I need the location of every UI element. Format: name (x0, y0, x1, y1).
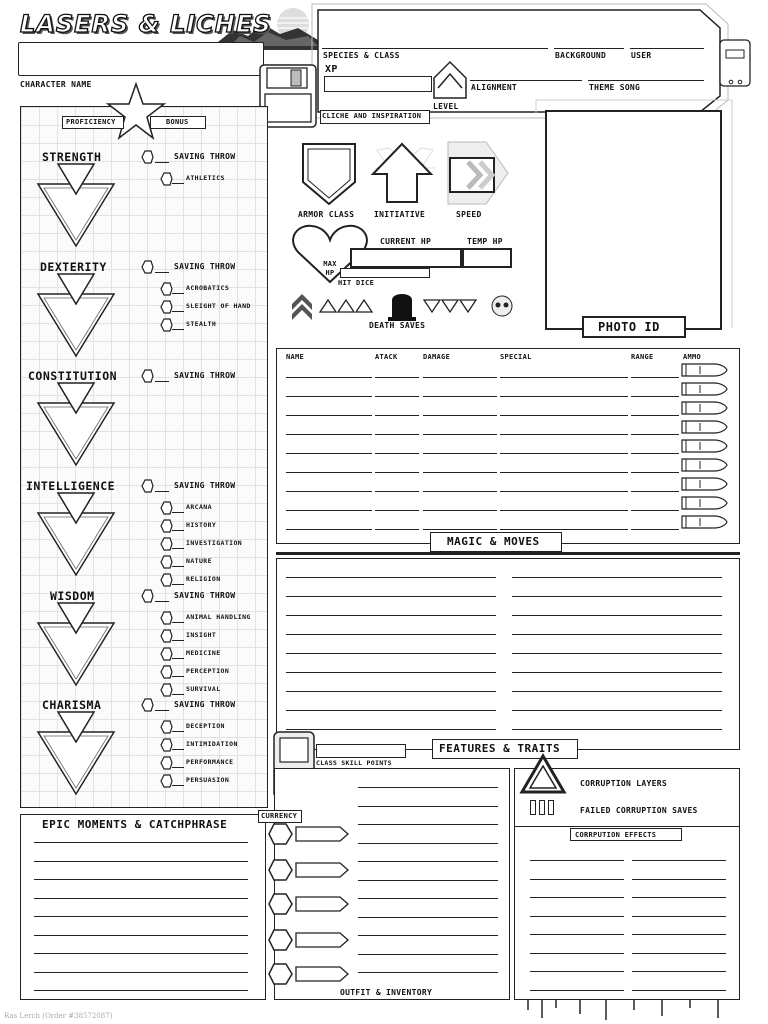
corruption-effect-line[interactable] (530, 879, 624, 880)
skill-value-line[interactable] (172, 785, 184, 786)
magic-line[interactable] (512, 729, 722, 730)
skill-label: INVESTIGATION (186, 539, 243, 547)
outfit-line[interactable] (358, 843, 498, 844)
magic-line[interactable] (286, 653, 496, 654)
magic-line[interactable] (286, 577, 496, 578)
skill-label: HISTORY (186, 521, 217, 529)
attack-cell-line[interactable] (500, 491, 628, 492)
skill-label: INSIGHT (186, 631, 217, 639)
attack-cell-line[interactable] (286, 453, 372, 454)
outfit-line[interactable] (358, 824, 498, 825)
attack-cell-line[interactable] (631, 377, 679, 378)
magic-line[interactable] (286, 672, 496, 673)
skill-label: MEDICINE (186, 649, 221, 657)
corruption-triangle-icon (520, 754, 566, 794)
level-arrow-icon (432, 60, 472, 100)
skill-value-line[interactable] (172, 584, 184, 585)
skill-label: SLEIGHT OF HAND (186, 302, 251, 310)
magic-line[interactable] (286, 634, 496, 635)
attack-cell-line[interactable] (286, 434, 372, 435)
skill-value-line[interactable] (172, 329, 184, 330)
attack-cell-line[interactable] (375, 491, 419, 492)
saving-throw-hex[interactable] (141, 150, 154, 164)
corruption-effect-line[interactable] (530, 897, 624, 898)
saving-throw-line[interactable] (155, 272, 169, 273)
ability-score-triangle[interactable] (36, 274, 116, 358)
epic-moments-title: EPIC MOMENTS & CATCHPHRASE (42, 818, 228, 831)
hit-dice-label: HIT DICE (338, 279, 375, 287)
temp-hp-bar[interactable] (462, 248, 512, 268)
magic-line[interactable] (286, 691, 496, 692)
ability-name: DEXTERITY (40, 260, 107, 274)
saving-throw-hex[interactable] (141, 698, 154, 712)
saving-throw-label: SAVING THROW (174, 152, 236, 161)
ability-score-triangle[interactable] (36, 712, 116, 796)
max-hp-label: MAX HP (323, 260, 337, 277)
ammo-bullet-icon[interactable] (680, 496, 728, 510)
corruption-effect-line[interactable] (632, 879, 726, 880)
outfit-line[interactable] (358, 917, 498, 918)
skill-value-line[interactable] (172, 548, 184, 549)
corruption-effect-line[interactable] (632, 990, 726, 991)
magic-line[interactable] (512, 710, 722, 711)
attack-cell-line[interactable] (375, 529, 419, 530)
initiative-arrow-icon[interactable] (369, 140, 439, 206)
corruption-effect-line[interactable] (632, 953, 726, 954)
currency-label: CURRENCY (261, 812, 298, 820)
corruption-effect-line[interactable] (632, 934, 726, 935)
attack-cell-line[interactable] (375, 472, 419, 473)
attack-cell-line[interactable] (500, 453, 628, 454)
species-class-line[interactable] (322, 48, 548, 49)
skill-label: ARCANA (186, 503, 212, 511)
failed-corruption-saves-label: FAILED CORRUPTION SAVES (580, 806, 698, 815)
speed-label: SPEED (456, 210, 482, 219)
currency-value-tag[interactable] (268, 822, 350, 846)
saving-throw-label: SAVING THROW (174, 700, 236, 709)
epic-line[interactable] (34, 972, 248, 973)
xp-bar[interactable] (324, 76, 432, 92)
skill-label: PERCEPTION (186, 667, 230, 675)
features-title: FEATURES & TRAITS (439, 742, 561, 755)
saving-throw-label: SAVING THROW (174, 371, 236, 380)
attack-cell-line[interactable] (375, 415, 419, 416)
attack-cell-line[interactable] (423, 434, 497, 435)
ammo-bullet-icon[interactable] (680, 439, 728, 453)
corruption-divider (514, 826, 740, 827)
skull-icon (492, 296, 512, 316)
magic-line[interactable] (286, 710, 496, 711)
class-skill-points-label: CLASS SKILL POINTS (316, 759, 392, 767)
attack-cell-line[interactable] (423, 396, 497, 397)
attack-cell-line[interactable] (500, 529, 628, 530)
outfit-title: OUTFIT & INVENTORY (340, 988, 433, 997)
death-saves-track[interactable] (290, 290, 520, 324)
saving-throw-hex[interactable] (141, 369, 154, 383)
attack-cell-line[interactable] (286, 377, 372, 378)
ammo-bullet-icon[interactable] (680, 401, 728, 415)
character-name-label: CHARACTER NAME (20, 80, 92, 89)
corruption-effect-line[interactable] (632, 971, 726, 972)
user-line[interactable] (630, 48, 704, 49)
ability-name: CONSTITUTION (28, 369, 118, 383)
attack-cell-line[interactable] (631, 453, 679, 454)
attack-cell-line[interactable] (375, 434, 419, 435)
saving-throw-hex[interactable] (141, 589, 154, 603)
attack-cell-line[interactable] (286, 415, 372, 416)
outfit-line[interactable] (358, 954, 498, 955)
skill-value-line[interactable] (172, 640, 184, 641)
magic-title: MAGIC & MOVES (447, 535, 540, 548)
attack-column-header: NAME (286, 353, 305, 361)
attack-cell-line[interactable] (286, 529, 372, 530)
current-hp-label: CURRENT HP (380, 237, 432, 246)
ability-score-triangle[interactable] (36, 603, 116, 687)
attack-cell-line[interactable] (375, 510, 419, 511)
epic-line[interactable] (34, 990, 248, 991)
photo-id-label: PHOTO ID (598, 320, 660, 334)
photo-id-box[interactable] (545, 110, 722, 330)
ammo-bullet-icon[interactable] (680, 515, 728, 529)
corruption-effect-line[interactable] (530, 916, 624, 917)
currency-value-tag[interactable] (268, 928, 350, 952)
skill-label: PERFORMANCE (186, 758, 234, 766)
attack-column-header: AMMO (683, 353, 702, 361)
attack-cell-line[interactable] (500, 434, 628, 435)
alignment-line[interactable] (470, 80, 582, 81)
attack-cell-line[interactable] (423, 491, 497, 492)
saving-throw-label: SAVING THROW (174, 481, 236, 490)
skill-value-line[interactable] (172, 676, 184, 677)
ammo-bullet-icon[interactable] (680, 458, 728, 472)
theme-song-line[interactable] (588, 80, 704, 81)
skill-value-line[interactable] (172, 622, 184, 623)
alignment-label: ALIGNMENT (471, 83, 518, 92)
outfit-line[interactable] (358, 806, 498, 807)
corruption-effects-label: CORRPUTION EFFECTS (575, 831, 657, 839)
attack-column-header: ATACK (375, 353, 398, 361)
speed-chevron-icon[interactable] (446, 140, 512, 206)
saving-throw-line[interactable] (155, 162, 169, 163)
ammo-bullet-icon[interactable] (680, 477, 728, 491)
attack-column-header: RANGE (631, 353, 654, 361)
logo-text: LASERS & LICHES (20, 10, 272, 38)
skill-value-line[interactable] (172, 749, 184, 750)
corruption-effect-line[interactable] (530, 953, 624, 954)
attack-cell-line[interactable] (423, 472, 497, 473)
attack-cell-line[interactable] (286, 396, 372, 397)
ability-score-triangle[interactable] (36, 383, 116, 467)
magic-panel (276, 558, 740, 750)
magic-line[interactable] (512, 634, 722, 635)
currency-value-tag[interactable] (268, 858, 350, 882)
initiative-label: INITIATIVE (374, 210, 426, 219)
skill-value-line[interactable] (172, 731, 184, 732)
skill-value-line[interactable] (172, 566, 184, 567)
attack-column-header: SPECIAL (500, 353, 532, 361)
tombstone-icon (392, 294, 412, 318)
skill-label: STEALTH (186, 320, 217, 328)
saving-throw-line[interactable] (155, 601, 169, 602)
epic-line[interactable] (34, 916, 248, 917)
attack-cell-line[interactable] (286, 472, 372, 473)
skill-label: RELIGION (186, 575, 221, 583)
cliche-inspiration-label: CLICHE AND INSPIRATION (322, 112, 422, 120)
attack-cell-line[interactable] (631, 434, 679, 435)
attack-cell-line[interactable] (500, 472, 628, 473)
saving-throw-label: SAVING THROW (174, 262, 236, 271)
corruption-effect-line[interactable] (530, 934, 624, 935)
attack-cell-line[interactable] (423, 453, 497, 454)
skill-label: INTIMIDATION (186, 740, 238, 748)
currency-value-tag[interactable] (268, 962, 350, 986)
attack-cell-line[interactable] (631, 510, 679, 511)
skill-value-line[interactable] (172, 311, 184, 312)
ammo-bullet-icon[interactable] (680, 420, 728, 434)
ammo-bullet-icon[interactable] (680, 382, 728, 396)
attack-cell-line[interactable] (375, 396, 419, 397)
currency-value-tag[interactable] (268, 892, 350, 916)
epic-line[interactable] (34, 935, 248, 936)
magic-line[interactable] (512, 615, 722, 616)
skill-value-line[interactable] (172, 512, 184, 513)
corruption-effect-line[interactable] (530, 860, 624, 861)
corruption-layers-label: CORRUPTION LAYERS (580, 779, 667, 788)
magic-line[interactable] (512, 672, 722, 673)
skill-value-line[interactable] (172, 658, 184, 659)
attack-cell-line[interactable] (286, 491, 372, 492)
attack-cell-line[interactable] (631, 529, 679, 530)
magic-line[interactable] (286, 729, 496, 730)
attack-cell-line[interactable] (500, 377, 628, 378)
saving-throw-hex[interactable] (141, 479, 154, 493)
corruption-effect-line[interactable] (530, 971, 624, 972)
background-line[interactable] (554, 48, 624, 49)
attack-cell-line[interactable] (500, 510, 628, 511)
proficiency-label: PROFICIENCY (66, 118, 116, 126)
attack-cell-line[interactable] (286, 510, 372, 511)
skill-label: ATHLETICS (186, 174, 225, 182)
magic-line[interactable] (512, 653, 722, 654)
skill-value-line[interactable] (172, 530, 184, 531)
corruption-effect-line[interactable] (530, 990, 624, 991)
epic-line[interactable] (34, 898, 248, 899)
attack-cell-line[interactable] (631, 491, 679, 492)
xp-label: XP (325, 64, 338, 75)
ability-name: CHARISMA (42, 698, 102, 712)
attack-cell-line[interactable] (375, 453, 419, 454)
ability-score-triangle[interactable] (36, 164, 116, 248)
armor-class-shield-icon[interactable] (301, 142, 359, 208)
epic-line[interactable] (34, 879, 248, 880)
outfit-line[interactable] (358, 861, 498, 862)
attack-column-header: DAMAGE (423, 353, 451, 361)
magic-line[interactable] (286, 615, 496, 616)
magic-line[interactable] (286, 596, 496, 597)
skill-label: DECEPTION (186, 722, 225, 730)
attack-cell-line[interactable] (423, 377, 497, 378)
magic-line[interactable] (512, 577, 722, 578)
attack-cell-line[interactable] (631, 415, 679, 416)
attack-cell-line[interactable] (631, 396, 679, 397)
skill-label: ACROBATICS (186, 284, 230, 292)
attack-cell-line[interactable] (500, 396, 628, 397)
level-label: LEVEL (433, 102, 459, 111)
attack-cell-line[interactable] (500, 415, 628, 416)
ability-name: WISDOM (50, 589, 95, 603)
ammo-bullet-icon[interactable] (680, 363, 728, 377)
attack-cell-line[interactable] (375, 377, 419, 378)
epic-line[interactable] (34, 953, 248, 954)
current-hp-bar[interactable] (350, 248, 462, 268)
attack-cell-line[interactable] (631, 472, 679, 473)
species-class-label: SPECIES & CLASS (323, 51, 400, 60)
magic-line[interactable] (512, 596, 722, 597)
skill-label: ANIMAL HANDLING (186, 613, 251, 621)
outfit-line[interactable] (358, 972, 498, 973)
saving-throw-line[interactable] (155, 381, 169, 382)
outfit-line[interactable] (358, 898, 498, 899)
floppy-disk-icon (259, 64, 319, 128)
temp-hp-label: TEMP HP (467, 237, 503, 246)
ability-score-triangle[interactable] (36, 493, 116, 577)
proficiency-star-icon (106, 82, 166, 142)
skill-label: PERSUASION (186, 776, 230, 784)
attack-cell-line[interactable] (423, 529, 497, 530)
skill-value-line[interactable] (172, 183, 184, 184)
magic-line[interactable] (512, 691, 722, 692)
skill-value-line[interactable] (172, 767, 184, 768)
corruption-effect-line[interactable] (632, 860, 726, 861)
drip-decoration (514, 998, 740, 1022)
bonus-label: BONUS (166, 118, 189, 126)
skill-value-line[interactable] (172, 694, 184, 695)
footer-order: Ras Lerch (Order #38572087) (4, 1012, 113, 1020)
armor-class-label: ARMOR CLASS (298, 210, 355, 219)
death-saves-label: DEATH SAVES (369, 321, 426, 330)
outfit-line[interactable] (358, 787, 498, 788)
epic-line[interactable] (34, 842, 248, 843)
saving-throw-line[interactable] (155, 491, 169, 492)
saving-throw-label: SAVING THROW (174, 591, 236, 600)
ability-name: INTELLIGENCE (26, 479, 116, 493)
background-label: BACKGROUND (555, 51, 607, 60)
attack-cell-line[interactable] (423, 510, 497, 511)
magic-divider (276, 552, 740, 555)
outfit-line[interactable] (358, 880, 498, 881)
user-label: USER (631, 51, 652, 60)
outfit-line[interactable] (358, 935, 498, 936)
hit-dice-bar[interactable] (340, 268, 430, 278)
skill-value-line[interactable] (172, 293, 184, 294)
saving-throw-line[interactable] (155, 710, 169, 711)
ability-name: STRENGTH (42, 150, 102, 164)
corruption-effect-line[interactable] (632, 897, 726, 898)
attack-cell-line[interactable] (423, 415, 497, 416)
epic-line[interactable] (34, 861, 248, 862)
skill-label: SURVIVAL (186, 685, 221, 693)
class-skill-points-field[interactable] (316, 744, 406, 758)
corruption-effect-line[interactable] (632, 916, 726, 917)
skill-label: NATURE (186, 557, 212, 565)
theme-song-label: THEME SONG (589, 83, 641, 92)
saving-throw-hex[interactable] (141, 260, 154, 274)
